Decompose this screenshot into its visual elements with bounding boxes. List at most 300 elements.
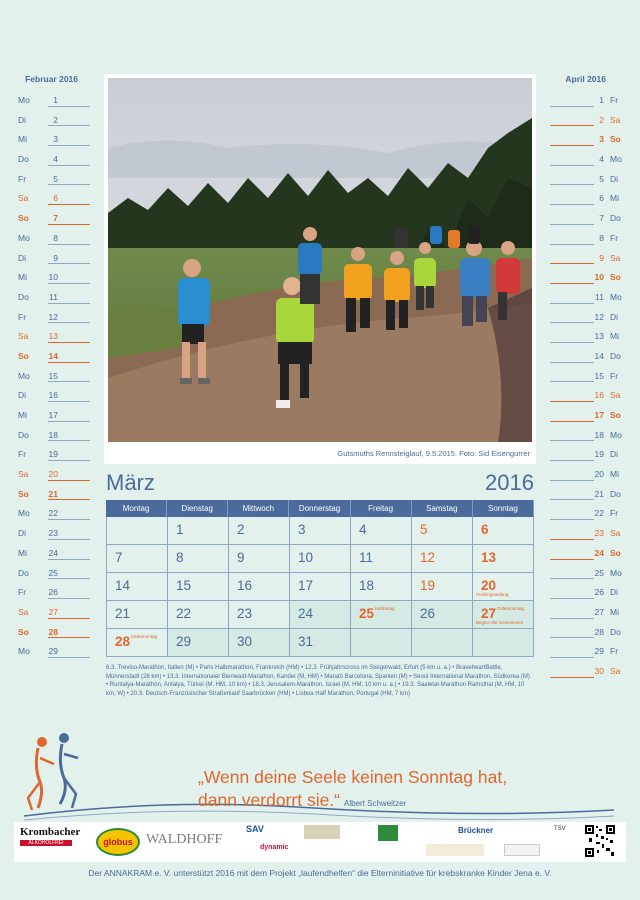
calendar-day-number: 30 [237, 634, 253, 649]
weekday-label: Fr [18, 587, 27, 598]
weekday-label: Mo [18, 508, 30, 519]
weekday-label: Do [610, 488, 621, 499]
entry-line [550, 637, 594, 638]
weekday-label: Di [610, 449, 619, 460]
entry-line [48, 578, 90, 579]
mini-day-row [14, 307, 92, 327]
mini-day-row [14, 228, 92, 248]
entry-line [48, 559, 90, 560]
day-number: 2 [53, 114, 58, 125]
weekday-header: Mittwoch [228, 500, 289, 517]
weekday-label: Sa [18, 606, 29, 617]
weekday-label: Mo [18, 370, 30, 381]
entry-line [550, 598, 594, 599]
entry-line [550, 401, 594, 402]
day-number: 2 [599, 114, 604, 125]
entry-line [48, 303, 90, 304]
mini-day-row [14, 602, 92, 622]
day-number: 11 [595, 291, 604, 302]
weekday-label: Fr [18, 311, 27, 322]
weekday-header: Donnerstag [289, 500, 350, 517]
weekday-label: So [18, 626, 29, 637]
day-number: 13 [48, 331, 58, 342]
weekday-label: Fr [18, 449, 27, 460]
day-number: 17 [594, 410, 604, 420]
waldhoff-logo: WALDHOFF [146, 832, 223, 847]
entry-line [550, 184, 594, 185]
mini-day-row [548, 346, 628, 366]
weekday-label: Sa [610, 114, 621, 125]
entry-line [48, 440, 90, 441]
qr-code-icon [584, 824, 616, 858]
day-number: 21 [594, 488, 604, 499]
globus-logo: globus [96, 828, 140, 856]
day-number: 3 [599, 134, 604, 145]
calendar-day-number: 16 [237, 578, 253, 593]
entry-line [48, 224, 90, 225]
mini-day-row [14, 188, 92, 208]
day-number: 29 [594, 646, 604, 657]
month-name: März [106, 470, 155, 495]
day-note: Frühlingsanfang [476, 592, 509, 597]
day-number: 4 [53, 154, 58, 165]
weekday-label: So [610, 410, 621, 420]
mini-day-row [14, 425, 92, 445]
calendar-day-cell [412, 629, 473, 656]
day-number: 5 [599, 173, 604, 184]
entry-line [48, 421, 90, 422]
day-number: 3 [53, 134, 58, 145]
february-title: Februar 2016 [25, 74, 78, 84]
entry-line [48, 125, 90, 126]
calendar-day-number: 1 [176, 522, 184, 537]
calendar-day-cell [351, 545, 412, 572]
weekday-label: Sa [610, 252, 621, 263]
day-number: 14 [48, 350, 58, 361]
calendar-day-cell [229, 629, 290, 656]
calendar-week-row [106, 573, 534, 601]
calendar-day-number: 7 [115, 550, 123, 565]
entry-line [48, 401, 90, 402]
krombacher-logo: Krombacher ALKOHOLFREI [20, 826, 81, 846]
mini-day-row [548, 622, 628, 642]
day-number: 10 [594, 272, 604, 283]
month-header [104, 470, 536, 498]
day-number: 12 [594, 311, 604, 322]
weekday-label: Sa [610, 528, 621, 539]
day-number: 9 [53, 252, 58, 263]
day-number: 6 [599, 193, 604, 204]
weekday-label: Mo [610, 567, 622, 578]
quote-line-2: dann verdorrt sie.“ [198, 790, 341, 810]
april-title: April 2016 [565, 74, 606, 84]
calendar-day-cell [290, 601, 351, 628]
weekday-header: Dienstag [167, 500, 228, 517]
calendar-day-number: 14 [115, 578, 131, 593]
weekday-header: Sonntag [473, 500, 534, 517]
calendar-day-cell [412, 601, 473, 628]
weekday-label: Fr [610, 95, 619, 105]
sponsor-box-4 [504, 844, 540, 856]
calendar-week-row [106, 629, 534, 657]
entry-line [48, 381, 90, 382]
weekday-label: Di [610, 311, 619, 322]
day-number: 30 [594, 665, 604, 676]
entry-line [550, 106, 594, 107]
day-number: 28 [48, 626, 58, 637]
entry-line [48, 480, 90, 481]
holiday-note: Ostersonntag [497, 606, 525, 611]
mini-day-row [548, 307, 628, 327]
mini-day-row [14, 208, 92, 228]
weekday-label: Mo [18, 232, 30, 243]
holiday-note: Karfreitag [375, 606, 395, 611]
calendar-day-number: 5 [420, 522, 428, 537]
weekday-label: So [610, 134, 621, 145]
mini-day-row [14, 563, 92, 583]
mini-day-row [548, 503, 628, 523]
entry-line [550, 244, 594, 245]
day-number: 22 [48, 508, 58, 519]
mini-day-row [14, 523, 92, 543]
calendar-day-cell [106, 545, 168, 572]
weekday-label: Sa [18, 193, 29, 204]
entry-line [48, 342, 90, 343]
mini-day-row [14, 110, 92, 130]
mini-day-row [548, 484, 628, 504]
mini-day-row [548, 563, 628, 583]
weekday-label: Di [18, 528, 27, 539]
entry-line [48, 657, 90, 658]
weekday-label: Mi [18, 134, 27, 145]
mini-day-row [548, 366, 628, 386]
weekday-label: So [18, 488, 29, 499]
entry-line [48, 618, 90, 619]
calendar-day-cell [106, 601, 168, 628]
day-number: 15 [594, 370, 604, 381]
april-mini-calendar [548, 74, 628, 681]
calendar-day-number: 18 [359, 578, 375, 593]
calendar-day-number: 3 [298, 522, 306, 537]
weekday-label: Fr [610, 508, 619, 519]
entry-line [550, 618, 594, 619]
day-number: 6 [53, 193, 58, 204]
weekday-label: Mi [18, 547, 27, 558]
weekday-label: So [18, 213, 29, 224]
quote-author: Albert Schweitzer [344, 799, 407, 808]
running-photo [108, 78, 532, 442]
weekday-label: So [18, 350, 29, 361]
entry-line [550, 578, 594, 579]
entry-line [550, 460, 594, 461]
day-number: 13 [594, 331, 604, 342]
mini-day-row [548, 444, 628, 464]
mini-day-row [548, 90, 628, 110]
weekday-header: Montag [106, 500, 167, 517]
calendar-day-number: 13 [481, 550, 497, 565]
weekday-label: Fr [610, 370, 619, 381]
mini-day-row [14, 149, 92, 169]
mini-day-row [548, 425, 628, 445]
entry-line [550, 342, 594, 343]
mini-day-row [548, 641, 628, 661]
mini-day-row [548, 602, 628, 622]
calendar-day-cell [351, 601, 412, 628]
events-list: 6.3. Treviso-Marathon, Italien (M) • Paris Halbmarathon, Frankreich (HM) • 12.3. Frühjahrscross im Steigerwald, Erfurt (5 km u. a.) • BraveheartBattle, Münnerstadt (28 km) • 13.3. Internationaler Bienwald-Marathon, Kandel (M, HM) • Marató Barcelona, Spanien (M) • Seoul International Marathon, Südkorea (M) • Runtalya-Marathon, Antalya, Türkei (M, HM, 10 km) • 18.3. Jerusalem-Marathon, Israel (M, HM, 10 km u. a.) • 19.3. Saaletal-Marathon Ramsthal (M, HM, 10 km, W) • 20.3. Deutsch-Französischer Straßenlauf Saarbrücken (HM) • Lisboa Half Marathon, Portugal (HM, 7 km) [106, 665, 530, 697]
weekday-label: Mo [18, 646, 30, 657]
calendar-day-cell [473, 573, 534, 600]
weekday-header-row [106, 500, 534, 517]
mini-day-row [548, 287, 628, 307]
entry-line [48, 539, 90, 540]
weekday-label: Mi [610, 469, 619, 480]
photo-frame [104, 74, 536, 464]
day-number: 26 [48, 587, 58, 598]
calendar-day-cell [473, 601, 534, 628]
entry-line [48, 598, 90, 599]
weekday-label: Mi [610, 331, 619, 342]
mini-day-row [14, 287, 92, 307]
calendar-day-cell [351, 573, 412, 600]
mini-day-row [548, 208, 628, 228]
runners-logo-icon [28, 733, 78, 810]
weekday-label: Di [610, 173, 619, 184]
entry-line [48, 499, 90, 500]
quote [198, 766, 507, 815]
day-number: 29 [48, 646, 58, 657]
day-number: 28 [594, 626, 604, 637]
weekday-label: Di [18, 390, 27, 401]
mini-day-row [14, 641, 92, 661]
calendar-day-cell [229, 573, 290, 600]
mini-day-row [548, 228, 628, 248]
calendar-day-number: 8 [176, 550, 184, 565]
calendar-day-number: 25 [359, 606, 375, 621]
day-number: 7 [599, 213, 604, 224]
mini-day-row [14, 248, 92, 268]
weekday-label: So [610, 547, 621, 558]
entry-line [550, 539, 594, 540]
weekday-label: Do [18, 567, 29, 578]
calendar-day-number: 2 [237, 522, 245, 537]
mini-day-row [14, 405, 92, 425]
day-number: 19 [48, 449, 58, 460]
mini-day-row [548, 188, 628, 208]
entry-line [550, 657, 594, 658]
calendar-day-number: 31 [298, 634, 314, 649]
day-number: 23 [594, 528, 604, 539]
calendar-day-number: 28 [115, 634, 131, 649]
calendar-day-cell [290, 545, 351, 572]
day-number: 25 [48, 567, 58, 578]
calendar-day-cell [351, 629, 412, 656]
tsv-logo: TSV [554, 826, 566, 832]
sponsor-box-3 [426, 844, 484, 856]
weekday-label: Sa [18, 331, 29, 342]
day-number: 17 [48, 410, 58, 420]
mini-day-row [14, 169, 92, 189]
weekday-label: Mo [610, 429, 622, 440]
sponsor-box-2 [378, 825, 398, 841]
entry-line [550, 125, 594, 126]
mini-day-row [14, 267, 92, 287]
weekday-label: Sa [18, 469, 29, 480]
weekday-label: So [610, 272, 621, 283]
calendar-day-number: 20 [481, 578, 497, 593]
mini-day-row [14, 129, 92, 149]
entry-line [48, 165, 90, 166]
entry-line [550, 145, 594, 146]
february-mini-calendar [14, 74, 92, 661]
mini-day-row [548, 326, 628, 346]
weekday-label: Mo [610, 154, 622, 165]
entry-line [550, 362, 594, 363]
weekday-header: Freitag [351, 500, 412, 517]
weekday-label: Do [610, 213, 621, 224]
calendar-day-cell [168, 517, 229, 544]
entry-line [48, 460, 90, 461]
photo-caption: Gutsmuths Rennsteiglauf, 9.5.2015. Foto: Sid Eisengurrer [337, 449, 530, 458]
calendar-day-cell [168, 601, 229, 628]
calendar-day-cell [168, 573, 229, 600]
entry-line [550, 165, 594, 166]
weekday-label: Do [610, 350, 621, 361]
weekday-label: Fr [610, 646, 619, 657]
mini-day-row [548, 405, 628, 425]
entry-line [550, 499, 594, 500]
entry-line [48, 637, 90, 638]
entry-line [550, 303, 594, 304]
mini-day-row [548, 248, 628, 268]
calendar-day-cell [168, 545, 229, 572]
mini-day-row [548, 110, 628, 130]
day-number: 16 [48, 390, 58, 401]
weekday-label: Mi [610, 606, 619, 617]
entry-line [550, 204, 594, 205]
mini-day-row [548, 582, 628, 602]
entry-line [550, 322, 594, 323]
calendar-day-cell [290, 573, 351, 600]
day-number: 24 [594, 547, 604, 558]
weekday-label: Mo [18, 95, 30, 105]
day-number: 27 [594, 606, 604, 617]
calendar-day-number: 22 [176, 606, 192, 621]
calendar-day-cell [229, 601, 290, 628]
day-number: 14 [594, 350, 604, 361]
day-number: 9 [599, 252, 604, 263]
entry-line [48, 106, 90, 107]
mini-day-row [14, 444, 92, 464]
day-number: 4 [599, 154, 604, 165]
mini-day-row [14, 90, 92, 110]
calendar-week-row [106, 545, 534, 573]
entry-line [48, 519, 90, 520]
entry-line [48, 263, 90, 264]
calendar-day-cell [106, 517, 168, 544]
entry-line [48, 322, 90, 323]
mini-day-row [14, 326, 92, 346]
calendar-day-number: 24 [298, 606, 314, 621]
mini-day-row [14, 582, 92, 602]
entry-line [550, 381, 594, 382]
calendar-day-cell [229, 517, 290, 544]
entry-line [550, 559, 594, 560]
weekday-label: Di [610, 587, 619, 598]
march-calendar-grid [106, 500, 534, 657]
mini-day-row [548, 385, 628, 405]
calendar-day-number: 19 [420, 578, 436, 593]
mini-day-row [548, 661, 628, 681]
calendar-day-number: 27 [481, 606, 497, 621]
calendar-day-number: 29 [176, 634, 192, 649]
day-number: 10 [48, 272, 58, 283]
day-number: 1 [599, 95, 604, 105]
weekday-label: Di [18, 252, 27, 263]
weekday-label: Mo [610, 291, 622, 302]
weekday-label: Fr [610, 232, 619, 243]
day-number: 15 [48, 370, 58, 381]
mini-day-row [548, 267, 628, 287]
entry-line [550, 421, 594, 422]
calendar-day-number: 15 [176, 578, 192, 593]
entry-line [550, 480, 594, 481]
calendar-day-number: 10 [298, 550, 314, 565]
calendar-day-number: 4 [359, 522, 367, 537]
weekday-label: Do [18, 429, 29, 440]
day-number: 24 [48, 547, 58, 558]
calendar-day-number: 12 [420, 550, 436, 565]
calendar-day-cell [412, 545, 473, 572]
weekday-label: Sa [610, 665, 621, 676]
mini-day-row [548, 169, 628, 189]
brueckner-logo: Brückner [458, 826, 494, 835]
sponsor-box-1 [304, 825, 340, 839]
calendar-day-cell [229, 545, 290, 572]
day-number: 20 [48, 469, 58, 480]
weekday-label: Do [610, 626, 621, 637]
entry-line [48, 204, 90, 205]
mini-day-row [14, 484, 92, 504]
mini-day-row [14, 366, 92, 386]
sponsors-bar [14, 822, 626, 862]
mini-day-row [14, 346, 92, 366]
day-number: 27 [48, 606, 58, 617]
entry-line [550, 224, 594, 225]
day-note: Beginn der Sommerzeit [476, 620, 524, 625]
weekday-label: Mi [610, 193, 619, 204]
weekday-label: Di [18, 114, 27, 125]
calendar-day-number: 17 [298, 578, 314, 593]
day-number: 20 [594, 469, 604, 480]
weekday-label: Mi [18, 272, 27, 283]
day-number: 18 [594, 429, 604, 440]
weekday-label: Mi [18, 410, 27, 420]
dynamic-logo: dynamic [260, 844, 289, 851]
entry-line [550, 519, 594, 520]
calendar-day-cell [290, 517, 351, 544]
weekday-label: Fr [18, 173, 27, 184]
entry-line [550, 677, 594, 678]
entry-line [48, 145, 90, 146]
calendar-day-number: 6 [481, 522, 489, 537]
mini-day-row [14, 464, 92, 484]
day-number: 25 [594, 567, 604, 578]
entry-line [550, 283, 594, 284]
calendar-week-row [106, 601, 534, 629]
day-number: 5 [53, 173, 58, 184]
calendar-day-cell [473, 517, 534, 544]
mini-day-row [14, 622, 92, 642]
